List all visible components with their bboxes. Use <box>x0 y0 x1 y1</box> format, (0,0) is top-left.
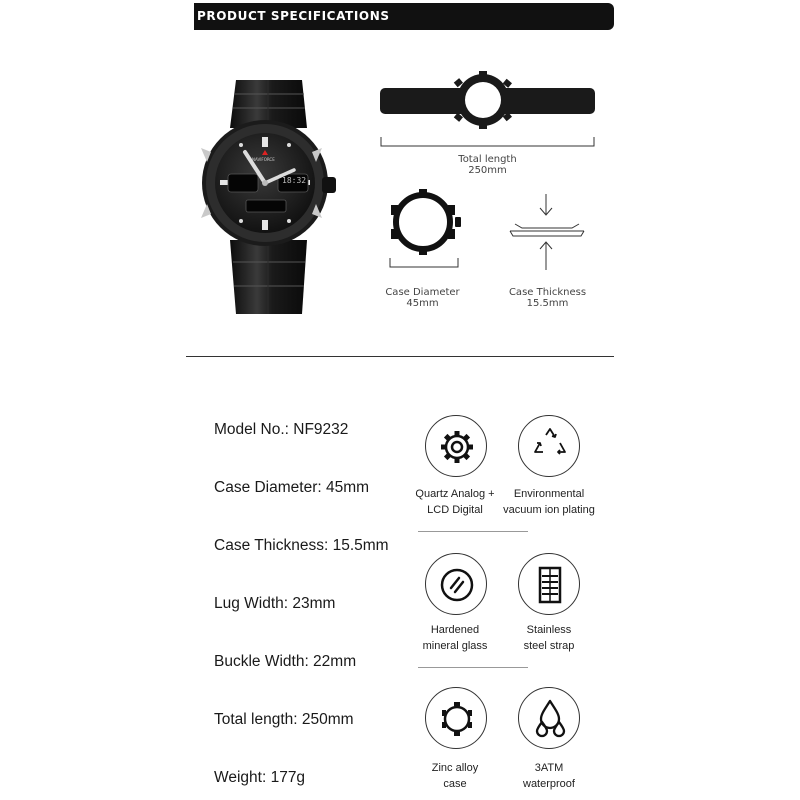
spec-case-thickness: Case Thickness: 15.5mm <box>214 537 389 554</box>
watch-lcd-time: 18:32 <box>282 176 307 185</box>
total-length-diagram <box>375 70 605 155</box>
spec-case-diameter: Case Diameter: 45mm <box>214 479 370 496</box>
feature-badge-glass <box>425 553 487 615</box>
case-thickness-diagram <box>505 190 590 275</box>
recycle-icon <box>519 416 581 478</box>
feature-badge-case <box>425 687 487 749</box>
watch-product-image <box>195 75 355 320</box>
strap-icon <box>519 554 581 616</box>
spec-lug-width: Lug Width: 23mm <box>214 595 336 612</box>
feature-label-strap: Stainless steel strap <box>523 624 575 652</box>
feature-label-case: Zinc alloy case <box>431 762 479 790</box>
feature-badge-movement <box>425 415 487 477</box>
feature-label-glass: Hardened mineral glass <box>422 624 488 652</box>
feature-label-movement: Quartz Analog + LCD Digital <box>415 488 495 516</box>
feature-badge-plating <box>518 415 580 477</box>
spec-total-length: Total length: 250mm <box>214 711 354 728</box>
spec-buckle-width: Buckle Width: 22mm <box>214 653 357 670</box>
case-diameter-diagram <box>385 183 465 271</box>
feature-divider-2 <box>418 667 528 668</box>
spec-model-number: Model No.: NF9232 <box>214 421 349 438</box>
spec-weight: Weight: 177g <box>214 769 306 786</box>
header-bar <box>186 3 614 30</box>
feature-label-waterproof: 3ATM waterproof <box>523 762 575 790</box>
water-drops-icon <box>519 688 581 750</box>
total-length-label: Total length 250mm <box>458 154 517 176</box>
header-accent <box>186 3 194 30</box>
feature-badge-waterproof <box>518 687 580 749</box>
feature-badge-strap <box>518 553 580 615</box>
case-icon <box>426 688 488 750</box>
gear-icon <box>426 416 488 478</box>
feature-divider-1 <box>418 531 528 532</box>
section-divider <box>186 356 614 357</box>
glass-icon <box>426 554 488 616</box>
feature-label-plating: Environmental vacuum ion plating <box>503 488 595 516</box>
page-title: PRODUCT SPECIFICATIONS <box>197 9 390 23</box>
watch-brand-logo: NAVIFORCE <box>252 157 275 162</box>
case-diameter-label: Case Diameter 45mm <box>385 287 460 309</box>
case-thickness-label: Case Thickness 15.5mm <box>508 287 587 309</box>
